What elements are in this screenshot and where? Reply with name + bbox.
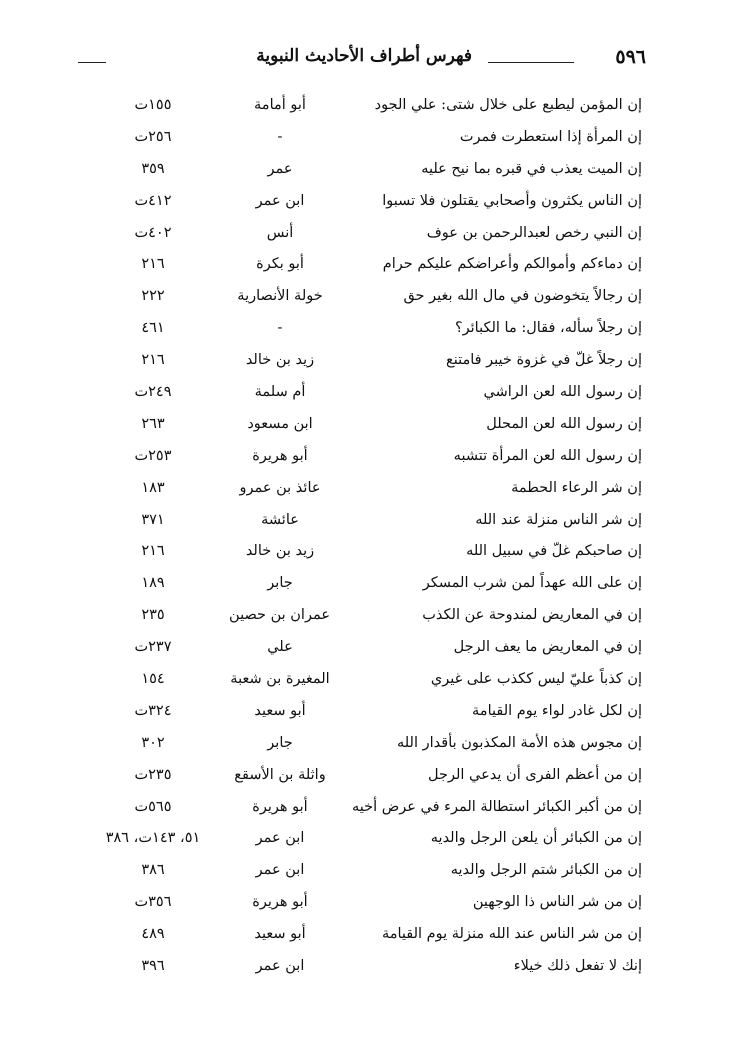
hadith-text: إن المرأة إذا استعطرت فمرت	[459, 128, 642, 145]
hadith-index-list	[98, 93, 642, 986]
narrator-name: ابن مسعود	[247, 415, 313, 432]
header-rule-right	[488, 62, 574, 63]
narrator-name: زيد بن خالد	[245, 543, 315, 560]
page-reference: ٥١، ١٤٣ت، ٣٨٦	[105, 830, 201, 847]
hadith-text: إن على الله عهداً لمن شرب المسكر	[422, 575, 642, 592]
list-item	[98, 922, 642, 954]
page-reference: ١٨٣	[141, 479, 165, 496]
narrator-name: أبو هريرة	[252, 894, 308, 911]
list-item	[98, 221, 642, 253]
page-reference: ٢١٦	[141, 352, 165, 369]
page-reference: ٢٥٣ت	[134, 447, 172, 464]
hadith-text: إن رجلاً غلّ في غزوة خيبر فامتنع	[445, 352, 642, 369]
hadith-text: إن صاحبكم غلّ في سبيل الله	[466, 543, 642, 560]
list-item	[98, 125, 642, 157]
page-reference: ١٥٥ت	[134, 97, 172, 113]
page-reference: ٤٨٩	[141, 926, 165, 943]
hadith-text: إن مجوس هذه الأمة المكذبون بأقدار الله	[396, 734, 642, 751]
narrator-name: أبو بكرة	[256, 256, 304, 273]
page-reference: ٢٣٧ت	[134, 639, 172, 656]
narrator-name: أنس	[266, 224, 294, 241]
list-item	[98, 731, 642, 763]
list-item	[98, 571, 642, 603]
list-item	[98, 763, 642, 795]
narrator-name: ابن عمر	[255, 862, 305, 879]
narrator-name: عائذ بن عمرو	[239, 479, 321, 496]
hadith-text: إن في المعاريض ما يعف الرجل	[453, 639, 642, 656]
hadith-text: إن لكل غادر لواء يوم القيامة	[472, 702, 642, 719]
narrator-name: أبو سعيد	[254, 926, 306, 943]
list-item	[98, 954, 642, 986]
list-item	[98, 252, 642, 284]
page-reference: ١٨٩	[141, 575, 165, 592]
list-item	[98, 795, 642, 827]
hadith-text: إن كذباً عليّ ليس ككذب على غيري	[430, 671, 642, 688]
narrator-name: ابن عمر	[255, 830, 305, 847]
page-reference: ٢٣٥	[141, 607, 165, 624]
narrator-name: أبو هريرة	[252, 798, 308, 815]
narrator-name: عمر	[267, 160, 293, 177]
hadith-text: إن رسول الله لعن الراشي	[483, 384, 642, 401]
page-reference: ٣٥٦ت	[134, 894, 172, 911]
page-reference: ٥٦٥ت	[134, 798, 172, 815]
narrator-name: عائشة	[261, 511, 299, 528]
hadith-text: إن رجلاً سأله، فقال: ما الكبائر؟	[454, 320, 642, 337]
narrator-name: -	[277, 128, 283, 145]
list-item	[98, 890, 642, 922]
hadith-text: إنك لا تفعل ذلك خيلاء	[513, 958, 642, 975]
hadith-text: إن المؤمن ليطبع على خلال شتى: علي الجود	[374, 97, 642, 113]
hadith-text: إن من شر الناس ذا الوجهين	[472, 894, 642, 911]
page-reference: ٤٠٢ت	[134, 224, 172, 241]
narrator-name: علي	[267, 639, 293, 656]
list-item	[98, 699, 642, 731]
narrator-name: زيد بن خالد	[245, 352, 315, 369]
page-number: ٥٩٦	[615, 46, 646, 68]
page-reference: ٤٦١	[141, 320, 165, 337]
list-item	[98, 444, 642, 476]
hadith-text: إن من الكبائر شتم الرجل والديه	[450, 862, 642, 879]
narrator-name: ابن عمر	[255, 958, 305, 975]
hadith-text: إن رسول الله لعن المرأة تتشبه	[453, 447, 642, 464]
page-reference: ٣٥٩	[141, 160, 165, 177]
narrator-name: واثلة بن الأسقع	[234, 766, 326, 783]
page-reference: ٢٥٦ت	[134, 128, 172, 145]
page-reference: ٢٢٢	[141, 288, 165, 305]
hadith-text: إن رجالاً يتخوضون في مال الله بغير حق	[403, 288, 642, 305]
page-reference: ٣٩٦	[141, 958, 165, 975]
header-rule-left	[78, 62, 106, 63]
page-header	[78, 46, 646, 76]
page-reference: ٢١٦	[141, 543, 165, 560]
page-reference: ٢٤٩ت	[134, 384, 172, 401]
hadith-text: إن شر الناس منزلة عند الله	[475, 511, 642, 528]
narrator-name: جابر	[267, 575, 293, 592]
hadith-text: إن من أعظم الفرى أن يدعي الرجل	[428, 766, 642, 783]
narrator-name: أبو هريرة	[252, 447, 308, 464]
narrator-name: أبو سعيد	[254, 702, 306, 719]
narrator-name: ابن عمر	[255, 192, 305, 209]
narrator-name: خولة الأنصارية	[237, 288, 323, 305]
page-reference: ٢١٦	[141, 256, 165, 273]
page-reference: ٣٧١	[141, 511, 165, 528]
list-item	[98, 93, 642, 125]
page-reference: ٢٣٥ت	[134, 766, 172, 783]
list-item	[98, 539, 642, 571]
narrator-name: أم سلمة	[254, 384, 306, 401]
narrator-name: عمران بن حصين	[229, 607, 330, 624]
hadith-text: إن في المعاريض لمندوحة عن الكذب	[422, 607, 642, 624]
list-item	[98, 858, 642, 890]
hadith-text: إن الميت يعذب في قبره بما نيح عليه	[421, 160, 642, 177]
list-item	[98, 157, 642, 189]
hadith-text: إن الناس يكثرون وأصحابي يقتلون فلا تسبوا	[382, 192, 642, 209]
list-item	[98, 476, 642, 508]
hadith-text: إن من أكبر الكبائر استطالة المرء في عرض أخيه	[352, 798, 642, 815]
hadith-text: إن من الكبائر أن يلعن الرجل والديه	[430, 830, 642, 847]
hadith-text: إن شر الرعاء الحطمة	[511, 479, 642, 496]
narrator-name: جابر	[267, 734, 293, 751]
list-item	[98, 316, 642, 348]
hadith-text: إن دماءكم وأموالكم وأعراضكم عليكم حرام	[382, 256, 642, 273]
page-reference: ٤١٢ت	[134, 192, 172, 209]
list-item	[98, 412, 642, 444]
list-item	[98, 826, 642, 858]
list-item	[98, 603, 642, 635]
page-title: فهرس أطراف الأحاديث النبوية	[256, 46, 472, 66]
narrator-name: -	[277, 320, 283, 337]
page-reference: ٣٨٦	[141, 862, 165, 879]
list-item	[98, 348, 642, 380]
list-item	[98, 284, 642, 316]
hadith-text: إن النبي رخص لعبدالرحمن بن عوف	[426, 224, 642, 241]
hadith-text: إن رسول الله لعن المحلل	[486, 415, 642, 432]
list-item	[98, 189, 642, 221]
narrator-name: المغيرة بن شعبة	[230, 671, 330, 688]
list-item	[98, 380, 642, 412]
page-reference: ١٥٤	[141, 671, 165, 688]
list-item	[98, 635, 642, 667]
list-item	[98, 508, 642, 540]
hadith-text: إن من شر الناس عند الله منزلة يوم القيامة	[381, 926, 642, 943]
narrator-name: أبو أمامة	[254, 97, 306, 113]
page-reference: ٢٦٣	[141, 415, 165, 432]
page-reference: ٣٠٢	[141, 734, 165, 751]
page-reference: ٣٢٤ت	[134, 702, 172, 719]
list-item	[98, 667, 642, 699]
